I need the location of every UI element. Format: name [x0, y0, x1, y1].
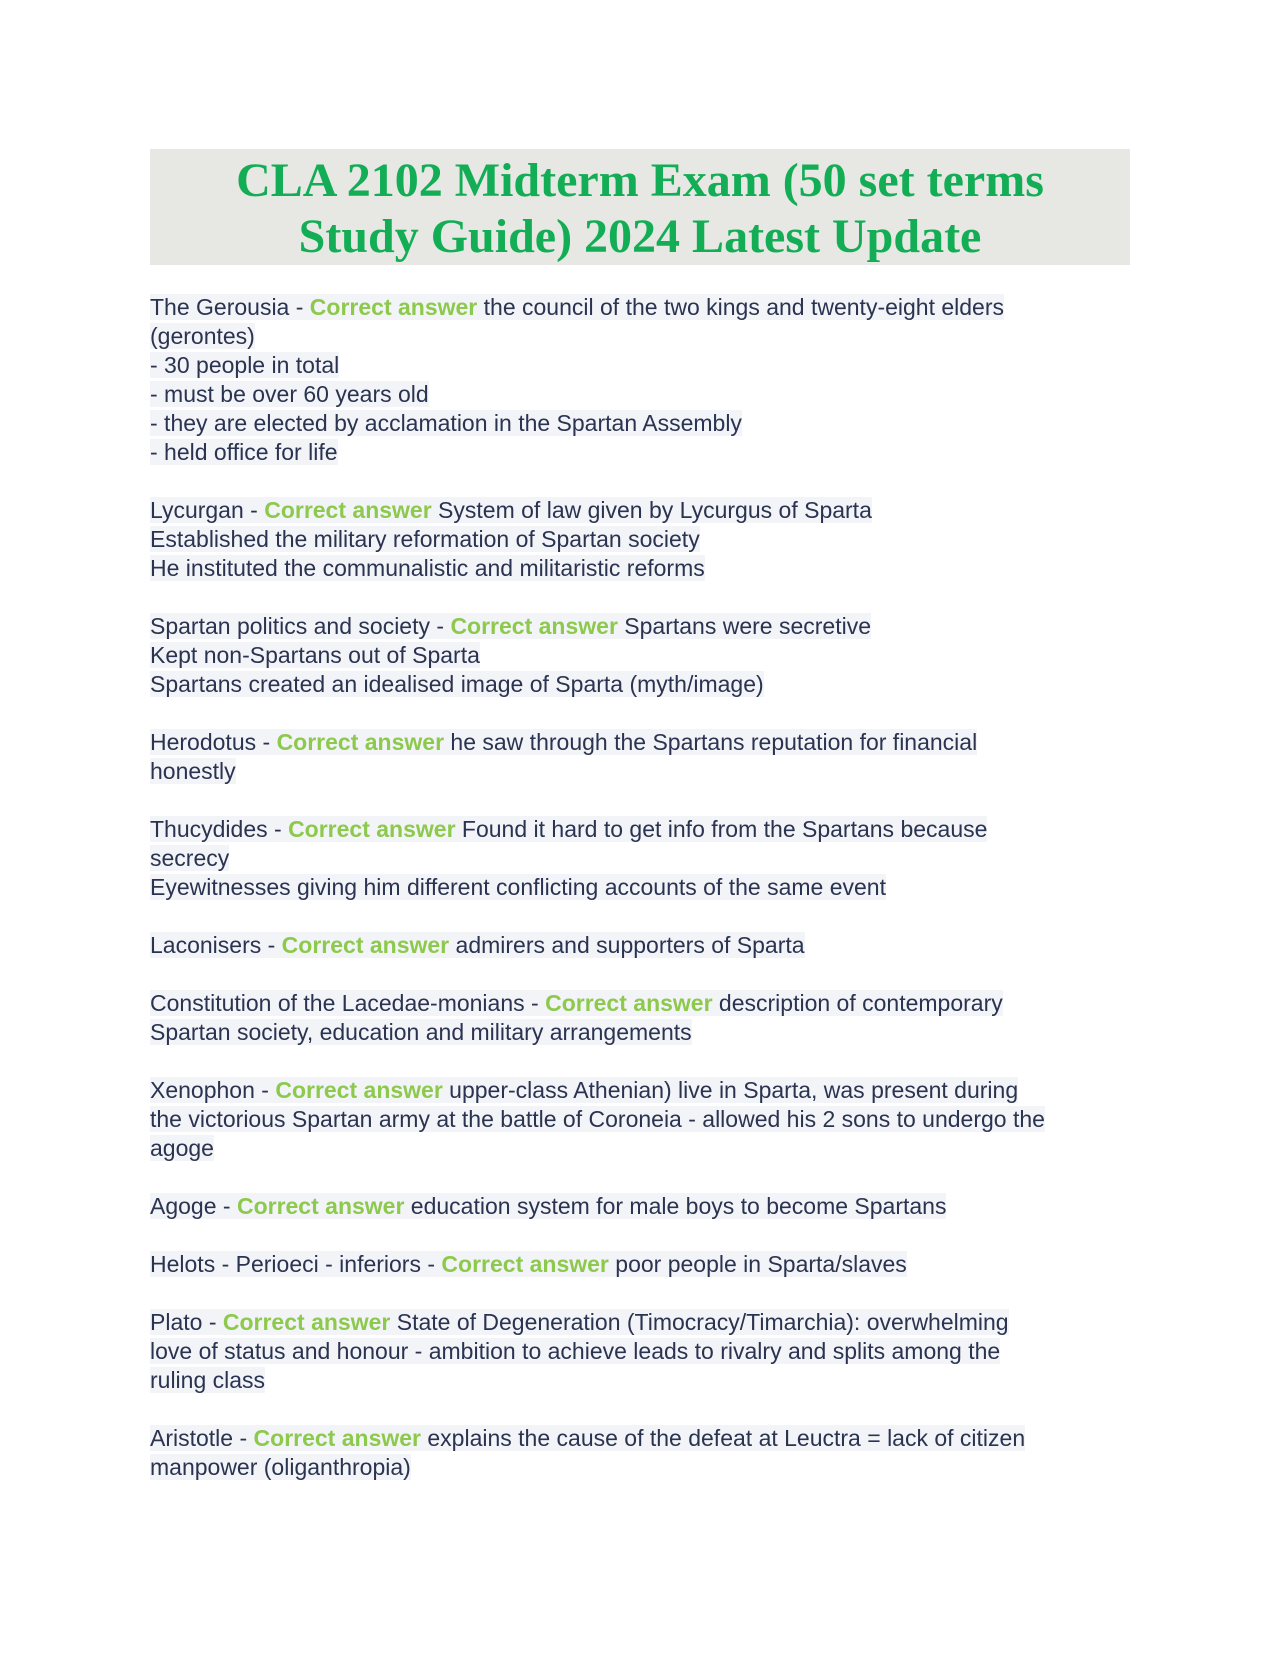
entry-first-line-text [150, 497, 872, 523]
entry-definition: Found it hard to get info from the Spartans because [455, 816, 988, 842]
entry-continuation-text: Spartans created an idealised image of Sparta (myth/image) [150, 671, 764, 697]
correct-answer-label: Correct answer [545, 990, 713, 1016]
entry-continuation-line [150, 409, 1135, 438]
entry-continuation-line [150, 641, 1135, 670]
study-guide-entries [150, 293, 1135, 1511]
study-entry [150, 1424, 1135, 1482]
entry-continuation-line [150, 351, 1135, 380]
entry-definition: System of law given by Lycurgus of Sparta [431, 497, 872, 523]
entry-continuation-text: - must be over 60 years old [150, 381, 429, 407]
entry-continuation-text: agoge [150, 1135, 214, 1161]
study-entry [150, 496, 1135, 583]
entry-continuation-text: Spartan society, education and military arrangements [150, 1019, 692, 1045]
entry-continuation-line [150, 1018, 1135, 1047]
correct-answer-label: Correct answer [275, 1077, 443, 1103]
entry-continuation-text: - they are elected by acclamation in the Spartan Assembly [150, 410, 742, 436]
entry-definition: explains the cause of the defeat at Leuctra = lack of citizen [421, 1425, 1026, 1451]
entry-first-line [150, 496, 1135, 525]
entry-continuation-line [150, 844, 1135, 873]
study-entry [150, 1250, 1135, 1279]
correct-answer-label: Correct answer [441, 1251, 609, 1277]
entry-first-line-text [150, 1251, 907, 1277]
entry-continuation-text: ruling class [150, 1367, 266, 1393]
entry-continuation-text: manpower (oliganthropia) [150, 1454, 411, 1480]
entry-term: Lycurgan - [150, 497, 265, 523]
entry-first-line-text [150, 729, 977, 755]
correct-answer-label: Correct answer [264, 497, 432, 523]
entry-continuation-line [150, 322, 1135, 351]
entry-first-line [150, 728, 1135, 757]
entry-continuation-line [150, 873, 1135, 902]
entry-first-line-text [150, 1425, 1025, 1451]
entry-continuation-line [150, 525, 1135, 554]
entry-first-line [150, 1308, 1135, 1337]
study-entry [150, 612, 1135, 699]
entry-continuation-text: love of status and honour - ambition to achieve leads to rivalry and splits among the [150, 1338, 1001, 1364]
entry-first-line-text [150, 990, 1003, 1016]
entry-term: Laconisers - [150, 932, 282, 958]
entry-first-line [150, 989, 1135, 1018]
entry-term: Plato - [150, 1309, 223, 1335]
correct-answer-label: Correct answer [281, 932, 450, 958]
entry-continuation-text: the victorious Spartan army at the battle of Coroneia - allowed his 2 sons to undergo the [150, 1106, 1045, 1132]
entry-definition: education system for male boys to become Spartans [404, 1193, 947, 1219]
entry-definition: admirers and supporters of Sparta [449, 932, 805, 958]
title-line-1: CLA 2102 Midterm Exam (50 set terms [236, 154, 1044, 207]
entry-first-line-text [150, 613, 871, 639]
entry-first-line-text [150, 1077, 1018, 1103]
entry-term: Aristotle - [150, 1425, 254, 1451]
entry-continuation-text: - held office for life [150, 439, 338, 465]
entry-continuation-text: secrecy [150, 845, 230, 871]
study-entry [150, 989, 1135, 1047]
entry-definition: Spartans were secretive [617, 613, 872, 639]
study-entry [150, 293, 1135, 467]
correct-answer-label: Correct answer [222, 1309, 391, 1335]
correct-answer-label: Correct answer [450, 613, 618, 639]
entry-term: Constitution of the Lacedae-monians - [150, 990, 546, 1016]
study-entry [150, 931, 1135, 960]
title-line-2: Study Guide) 2024 Latest Update [298, 210, 982, 263]
correct-answer-label: Correct answer [253, 1425, 421, 1451]
entry-continuation-line [150, 1366, 1135, 1395]
entry-first-line-text [150, 932, 805, 958]
study-entry [150, 728, 1135, 786]
study-entry [150, 1308, 1135, 1395]
entry-term: Agoge - [150, 1193, 237, 1219]
entry-first-line [150, 1250, 1135, 1279]
entry-first-line [150, 815, 1135, 844]
correct-answer-label: Correct answer [236, 1193, 405, 1219]
entry-first-line-text [150, 294, 1004, 320]
entry-definition: poor people in Sparta/slaves [608, 1251, 907, 1277]
entry-term: Thucydides - [150, 816, 289, 842]
entry-continuation-line [150, 1337, 1135, 1366]
entry-continuation-line [150, 554, 1135, 583]
entry-continuation-line [150, 670, 1135, 699]
entry-term: Spartan politics and society - [150, 613, 451, 639]
entry-first-line-text [150, 1193, 946, 1219]
entry-first-line-text [150, 816, 987, 842]
correct-answer-label: Correct answer [309, 294, 478, 320]
entry-definition: the council of the two kings and twenty-eight elders [477, 294, 1005, 320]
entry-first-line [150, 612, 1135, 641]
entry-term: The Gerousia - [150, 294, 310, 320]
entry-continuation-line [150, 380, 1135, 409]
entry-continuation-line [150, 757, 1135, 786]
entry-term: Xenophon - [150, 1077, 276, 1103]
entry-continuation-line [150, 1134, 1135, 1163]
entry-definition: description of contemporary [712, 990, 1003, 1016]
entry-continuation-text: Established the military reformation of Spartan society [150, 526, 700, 552]
entry-continuation-line [150, 1105, 1135, 1134]
entry-continuation-text: (gerontes) [150, 323, 255, 349]
entry-continuation-text: honestly [150, 758, 236, 784]
title-banner [150, 149, 1130, 265]
entry-first-line [150, 1424, 1135, 1453]
entry-term: Helots - Perioeci - inferiors - [150, 1251, 442, 1277]
entry-first-line [150, 931, 1135, 960]
entry-definition: he saw through the Spartans reputation for financial [444, 729, 978, 755]
study-entry [150, 815, 1135, 902]
entry-first-line [150, 1192, 1135, 1221]
entry-continuation-text: Kept non-Spartans out of Sparta [150, 642, 480, 668]
entry-continuation-line [150, 1453, 1135, 1482]
study-entry [150, 1192, 1135, 1221]
entry-term: Herodotus - [150, 729, 277, 755]
entry-first-line-text [150, 1309, 1009, 1335]
study-entry [150, 1076, 1135, 1163]
entry-continuation-text: He instituted the communalistic and militaristic reforms [150, 555, 705, 581]
entry-first-line [150, 1076, 1135, 1105]
entry-continuation-text: Eyewitnesses giving him different conflicting accounts of the same event [150, 874, 886, 900]
entry-first-line [150, 293, 1135, 322]
entry-definition: State of Degeneration (Timocracy/Timarchia): overwhelming [390, 1309, 1009, 1335]
correct-answer-label: Correct answer [288, 816, 456, 842]
entry-continuation-text: - 30 people in total [150, 352, 340, 378]
entry-definition: upper-class Athenian) live in Sparta, was present during [442, 1077, 1019, 1103]
correct-answer-label: Correct answer [276, 729, 445, 755]
entry-continuation-line [150, 438, 1135, 467]
